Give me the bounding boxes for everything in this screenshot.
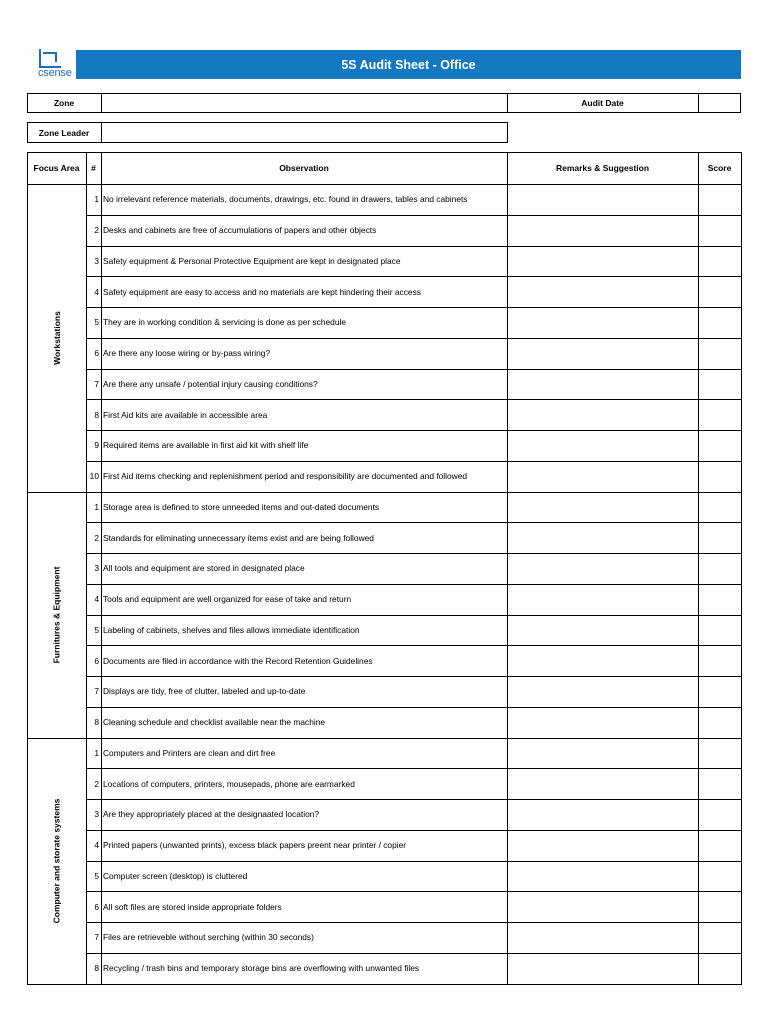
item-number: 7: [94, 378, 99, 389]
item-number: 5: [94, 317, 99, 328]
observation-text: Are they appropriately placed at the designaated location?: [103, 809, 320, 820]
focus-area-header: Focus Area: [33, 163, 80, 173]
remarks-field[interactable]: [509, 492, 697, 523]
score-field[interactable]: [700, 830, 740, 861]
remarks-field[interactable]: [509, 553, 697, 584]
score-field[interactable]: [700, 953, 740, 984]
observation-text: Desks and cabinets are free of accumulations of papers and other objects: [103, 225, 377, 236]
item-number: 2: [94, 778, 99, 789]
number-header: #: [91, 163, 96, 173]
observation-header: Observation: [279, 163, 329, 173]
remarks-field[interactable]: [509, 461, 697, 492]
observation-text: Storage area is defined to store unneeded items and out-dated documents: [103, 501, 380, 512]
score-field[interactable]: [700, 645, 740, 676]
observation-text: Displays are tidy, free of clutter, labeled and up-to-date: [103, 686, 306, 697]
item-number: 10: [89, 471, 99, 482]
remarks-field[interactable]: [509, 676, 697, 707]
item-number: 6: [94, 655, 99, 666]
score-field[interactable]: [700, 338, 740, 369]
observation-text: Required items are available in first aid kit with shelf life: [103, 440, 309, 451]
item-number: 6: [94, 901, 99, 912]
score-field[interactable]: [700, 399, 740, 430]
observation-text: They are in working condition & servicing is done as per schedule: [103, 317, 347, 328]
item-number: 2: [94, 532, 99, 543]
score-field[interactable]: [700, 891, 740, 922]
observation-text: Locations of computers, printers, mousepads, phone are earmarked: [103, 778, 355, 789]
observation-text: No irrelevant reference materials, documents, drawings, etc. found in drawers, tables and cabinets: [103, 194, 468, 205]
zone-label: Zone: [53, 98, 75, 108]
row-divider: [27, 984, 742, 985]
item-number: 2: [94, 225, 99, 236]
item-number: 3: [94, 255, 99, 266]
remarks-field[interactable]: [509, 953, 697, 984]
observation-text: Computers and Printers are clean and dirt free: [103, 747, 276, 758]
observation-text: Are there any loose wiring or by-pass wiring?: [103, 348, 271, 359]
audit-date-label: Audit Date: [581, 98, 624, 108]
remarks-field[interactable]: [509, 707, 697, 738]
score-field[interactable]: [700, 768, 740, 799]
observation-text: Safety equipment are easy to access and no materials are kept hindering their access: [103, 286, 421, 297]
item-number: 5: [94, 870, 99, 881]
observation-text: First Aid items checking and replenishment period and responsibility are documented and followed: [103, 471, 468, 482]
zone-leader-field[interactable]: [104, 122, 504, 143]
score-field[interactable]: [700, 922, 740, 953]
item-number: 6: [94, 348, 99, 359]
observation-text: All tools and equipment are stored in designated place: [103, 563, 305, 574]
remarks-field[interactable]: [509, 768, 697, 799]
item-number: 1: [94, 501, 99, 512]
remarks-field[interactable]: [509, 830, 697, 861]
score-field[interactable]: [700, 553, 740, 584]
remarks-field[interactable]: [509, 430, 697, 461]
remarks-field[interactable]: [509, 338, 697, 369]
observation-text: Safety equipment & Personal Protective Equipment are kept in designated place: [103, 255, 401, 266]
score-field[interactable]: [700, 707, 740, 738]
item-number: 5: [94, 624, 99, 635]
observation-text: Labeling of cabinets, shelves and files allows immediate identification: [103, 624, 360, 635]
item-number: 7: [94, 686, 99, 697]
observation-text: Cleaning schedule and checklist available near the machine: [103, 717, 326, 728]
observation-text: Standards for eliminating unnecessary items exist and are being followed: [103, 532, 374, 543]
score-field[interactable]: [700, 861, 740, 892]
observation-text: Computer screen (desktop) is cluttered: [103, 870, 248, 881]
item-number: 9: [94, 440, 99, 451]
table-border: [27, 152, 742, 153]
score-field[interactable]: [700, 738, 740, 769]
item-number: 1: [94, 194, 99, 205]
csense-logo: [27, 49, 76, 79]
zone-leader-label: Zone Leader: [38, 127, 90, 138]
focus-area-name: Computer and storate systems: [51, 798, 62, 923]
remarks-field[interactable]: [509, 615, 697, 646]
sheet-title: 5S Audit Sheet - Office: [76, 50, 741, 79]
remarks-field[interactable]: [509, 738, 697, 769]
item-number: 4: [94, 840, 99, 851]
remarks-field[interactable]: [509, 369, 697, 400]
score-field[interactable]: [700, 369, 740, 400]
item-number: 3: [94, 809, 99, 820]
score-field[interactable]: [700, 584, 740, 615]
remarks-field[interactable]: [509, 399, 697, 430]
audit-date-field[interactable]: [700, 93, 739, 113]
item-number: 4: [94, 594, 99, 605]
remarks-field[interactable]: [509, 307, 697, 338]
item-number: 3: [94, 563, 99, 574]
focus-area-label: [27, 492, 86, 738]
item-number: 8: [94, 409, 99, 420]
observation-text: Are there any unsafe / potential injury causing conditions?: [103, 378, 318, 389]
score-field[interactable]: [700, 276, 740, 307]
focus-area-label: [27, 184, 86, 492]
item-number: 8: [94, 717, 99, 728]
score-field[interactable]: [700, 799, 740, 830]
observation-text: Documents are filed in accordance with the Record Retention Guidelines: [103, 655, 373, 666]
remarks-field[interactable]: [509, 861, 697, 892]
item-number: 8: [94, 963, 99, 974]
score-field[interactable]: [700, 492, 740, 523]
remarks-field[interactable]: [509, 215, 697, 246]
logo-text: csense: [38, 67, 72, 79]
remarks-field[interactable]: [509, 799, 697, 830]
item-number: 1: [94, 747, 99, 758]
score-field[interactable]: [700, 184, 740, 215]
observation-text: First Aid kits are available in accessible area: [103, 409, 268, 420]
remarks-field[interactable]: [509, 522, 697, 553]
score-field[interactable]: [700, 676, 740, 707]
remarks-field[interactable]: [509, 922, 697, 953]
remarks-field[interactable]: [509, 891, 697, 922]
focus-area-label: [27, 738, 86, 984]
observation-text: Printed papers (unwanted prints), excess black papers preent near printer / copier: [103, 840, 407, 851]
score-field[interactable]: [700, 307, 740, 338]
score-field[interactable]: [700, 615, 740, 646]
observation-text: Recycling / trash bins and temporary storage bins are overflowing with unwanted files: [103, 963, 420, 974]
item-number: 7: [94, 932, 99, 943]
focus-area-name: Workstations: [51, 310, 62, 365]
observation-text: Files are retrieveble without serching (within 30 seconds): [103, 932, 314, 943]
remarks-field[interactable]: [509, 184, 697, 215]
focus-area-name: Furnitures & Equipment: [51, 566, 62, 663]
score-field[interactable]: [700, 461, 740, 492]
score-field[interactable]: [700, 522, 740, 553]
observation-text: All soft files are stored inside appropriate folders: [103, 901, 282, 912]
zone-field[interactable]: [104, 93, 504, 113]
score-field[interactable]: [700, 430, 740, 461]
remarks-field[interactable]: [509, 584, 697, 615]
score-field[interactable]: [700, 246, 740, 277]
remarks-field[interactable]: [509, 246, 697, 277]
score-field[interactable]: [700, 215, 740, 246]
remarks-field[interactable]: [509, 276, 697, 307]
item-number: 4: [94, 286, 99, 297]
score-header: Score: [707, 163, 732, 173]
remarks-field[interactable]: [509, 645, 697, 676]
remarks-header: Remarks & Suggestion: [555, 163, 650, 173]
logo-mark-icon: [39, 49, 61, 68]
observation-text: Tools and equipment are well organized for ease of take and return: [103, 594, 352, 605]
